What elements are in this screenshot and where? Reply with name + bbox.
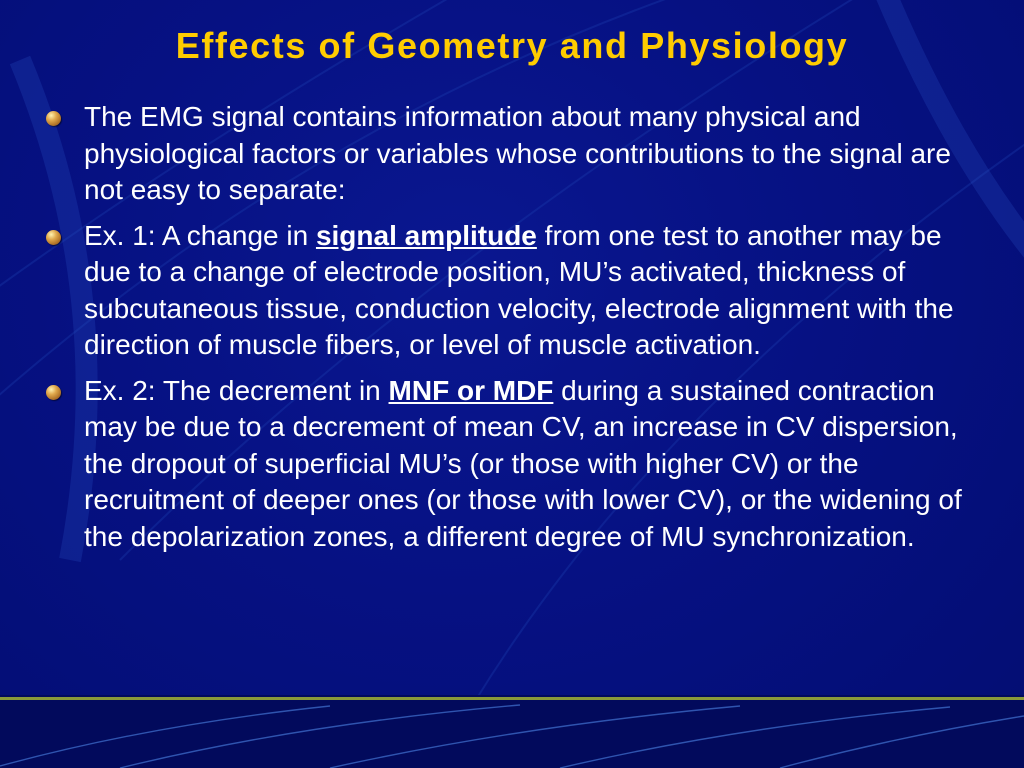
accent-divider-line (0, 697, 1024, 700)
emphasis-mnf-mdf: MNF or MDF (388, 374, 554, 406)
bullet-item-2 (84, 218, 984, 364)
bullet-text: The EMG signal contains information about many physical and physiological factors or variables whose contributions to the signal are not easy to separate: (84, 101, 951, 205)
gold-sphere-bullet-icon (46, 230, 61, 245)
bullet-item-3 (84, 373, 984, 556)
bullet-list (84, 99, 984, 564)
bullet-text-after: from one test to another may be due to a change of electrode position, MU’s activated, thickness of subcutaneous tissue, conduction velocity, electrode alignment with the direction of muscle fibers, or level of muscle activation. (84, 219, 954, 360)
bullet-item-1 (84, 99, 984, 209)
emphasis-signal-amplitude: signal amplitude (315, 219, 537, 251)
slide-title: Effects of Geometry and Physiology (175, 25, 849, 66)
gold-sphere-bullet-icon (46, 385, 61, 400)
bullet-text-before: Ex. 2: The decrement in (84, 374, 389, 406)
gold-sphere-bullet-icon (46, 111, 61, 126)
bullet-text-after: during a sustained contraction may be due to a decrement of mean CV, an increase in CV dispersion, the dropout of superficial MU’s (or those with higher CV) or the recruitment of deeper ones (or those with lower CV), or the widening of the depolarization zones, a different degree of MU synchronization. (84, 374, 962, 552)
bullet-text-before: Ex. 1: A change in (84, 219, 316, 251)
